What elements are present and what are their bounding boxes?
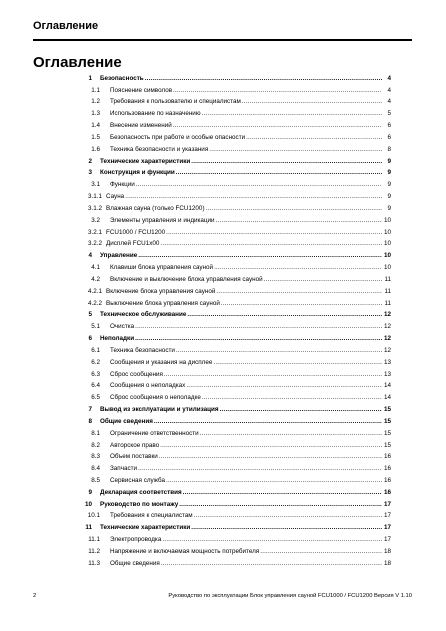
header-divider	[33, 39, 412, 41]
toc-entry-title: Требования к специалистам	[110, 512, 193, 520]
toc-dot-leader	[246, 134, 382, 141]
toc-entry-title: Авторское право	[110, 441, 160, 449]
toc-entry-title: Сброс сообщения о неполадке	[110, 394, 201, 402]
toc-entry-page: 9	[387, 169, 391, 177]
toc-entry[interactable]	[33, 141, 391, 153]
toc-entry-title: Техника безопасности	[110, 346, 175, 354]
toc-entry-page: 11	[384, 287, 391, 295]
toc-entry-number: 11	[85, 524, 92, 532]
toc-entry-title: Использование по назначению	[110, 110, 201, 118]
toc-dot-leader	[159, 453, 382, 460]
toc-dot-leader	[160, 442, 382, 449]
toc-entry-title: Включение и выключение блока управления сауной	[110, 275, 263, 283]
toc-entry-number: 1.4	[91, 122, 100, 130]
toc-entry-page: 10	[383, 228, 391, 236]
toc-dot-leader	[216, 217, 382, 224]
toc-entry-number: 1.6	[91, 145, 100, 153]
toc-entry-title: Сообщения о неполадках	[110, 382, 186, 390]
toc-entry[interactable]	[33, 247, 391, 259]
toc-entry-page: 5	[387, 110, 391, 118]
toc-entry-number: 3.2	[91, 216, 100, 224]
toc-entry-number: 8	[88, 417, 92, 425]
toc-entry-page: 10	[383, 240, 391, 248]
toc-entry-title: Декларация соответствия	[100, 488, 182, 496]
toc-dot-leader	[136, 181, 382, 188]
toc-entry[interactable]	[33, 519, 391, 531]
toc-entry-page: 16	[383, 453, 391, 461]
toc-entry-number: 3.1.1	[88, 193, 103, 201]
toc-entry[interactable]	[33, 212, 391, 224]
toc-entry[interactable]	[33, 543, 391, 555]
toc-entry-title: Запчасти	[110, 465, 138, 473]
toc-entry[interactable]	[33, 401, 391, 413]
toc-entry-title: Технические характеристики	[100, 157, 191, 165]
toc-entry-title: Электропроводка	[110, 536, 162, 544]
toc-dot-leader	[160, 240, 382, 247]
toc-dot-leader	[173, 87, 382, 94]
toc-dot-leader	[264, 276, 382, 283]
toc-entry-number: 4.1	[91, 264, 100, 272]
footer-page-number: 2	[33, 593, 37, 599]
toc-entry-number: 4.2.1	[88, 287, 103, 295]
toc-entry-number: 3.1	[91, 181, 100, 189]
toc-entry[interactable]	[33, 117, 391, 129]
toc-entry[interactable]	[33, 425, 391, 437]
toc-entry-number: 6.1	[91, 346, 100, 354]
toc-dot-leader	[145, 75, 382, 82]
toc-entry[interactable]	[33, 378, 391, 390]
toc-entry-title: Сауна	[106, 193, 125, 201]
toc-entry-title: Руководство по монтажу	[100, 500, 179, 508]
toc-entry[interactable]	[33, 508, 391, 520]
toc-dot-leader	[173, 122, 382, 129]
toc-entry[interactable]	[33, 354, 391, 366]
toc-entry[interactable]	[33, 176, 391, 188]
toc-entry-number: 4.2	[91, 275, 100, 283]
toc-dot-leader	[213, 359, 382, 366]
toc-entry-title: Напряжение и включаемая мощность потребителя	[110, 547, 260, 555]
toc-entry-page: 4	[387, 98, 391, 106]
toc-entry[interactable]	[33, 531, 391, 543]
toc-entry-title: Общие сведения	[100, 417, 153, 425]
toc-entry-number: 11.3	[88, 559, 100, 567]
toc-entry-page: 6	[387, 122, 391, 130]
toc-entry-number: 7	[88, 406, 92, 414]
toc-entry-title: Требования к пользователю и специалистам	[110, 98, 241, 106]
toc-entry-page: 18	[383, 547, 391, 555]
toc-entry-number: 8.4	[91, 465, 100, 473]
toc-entry-title: Безопасность	[100, 74, 144, 82]
toc-dot-leader	[164, 371, 382, 378]
toc-entry-title: Сообщения и указания на дисплее	[110, 358, 213, 366]
toc-entry-number: 1.3	[91, 110, 100, 118]
toc-entry-number: 9	[88, 488, 92, 496]
toc-dot-leader	[200, 430, 382, 437]
toc-dot-leader	[176, 347, 382, 354]
toc-entry-page: 17	[383, 500, 391, 508]
toc-entry[interactable]	[33, 413, 391, 425]
toc-entry-number: 1.2	[91, 98, 100, 106]
toc-dot-leader	[191, 158, 382, 165]
toc-entry-title: FCU1000 / FCU1200	[106, 228, 166, 236]
toc-entry[interactable]	[33, 271, 391, 283]
page-title: Оглавление	[33, 54, 122, 71]
toc-entry-number: 4	[88, 252, 92, 260]
toc-entry[interactable]	[33, 82, 391, 94]
toc-entry-title: Техническое обслуживание	[100, 311, 187, 319]
toc-entry-number: 2	[88, 157, 92, 165]
toc-entry-number: 8.1	[91, 429, 100, 437]
toc-entry-number: 6	[88, 335, 92, 343]
toc-entry-page: 16	[383, 488, 391, 496]
toc-dot-leader	[161, 560, 382, 567]
toc-entry-title: Неполадки	[100, 335, 135, 343]
toc-entry-title: Техника безопасности и указания	[110, 145, 209, 153]
table-of-contents	[33, 70, 391, 567]
toc-entry-title: Очистка	[110, 323, 135, 331]
toc-entry[interactable]	[33, 70, 391, 82]
toc-dot-leader	[221, 300, 382, 307]
toc-entry[interactable]	[33, 295, 391, 307]
toc-dot-leader	[135, 323, 382, 330]
toc-entry[interactable]	[33, 283, 391, 295]
toc-entry-title: Безопасность при работе и особые опасности	[110, 133, 246, 141]
toc-entry[interactable]	[33, 200, 391, 212]
toc-entry-title: Влажная сауна (только FCU1200)	[106, 204, 205, 212]
toc-entry-number: 6.4	[91, 382, 100, 390]
toc-entry-page: 11	[384, 299, 391, 307]
toc-dot-leader	[220, 406, 382, 413]
toc-entry-page: 10	[383, 252, 391, 260]
toc-entry-number: 3	[88, 169, 92, 177]
toc-entry-number: 11.2	[88, 547, 100, 555]
toc-dot-leader	[191, 524, 382, 531]
toc-entry-page: 14	[383, 394, 391, 402]
toc-entry-number: 5.1	[91, 323, 100, 331]
toc-entry-page: 9	[387, 193, 391, 201]
toc-entry-title: Технические характеристики	[100, 524, 191, 532]
toc-dot-leader	[202, 110, 382, 117]
toc-entry-number: 3.2.2	[88, 240, 103, 248]
toc-dot-leader	[179, 501, 382, 508]
toc-entry[interactable]	[33, 389, 391, 401]
toc-entry[interactable]	[33, 472, 391, 484]
toc-entry[interactable]	[33, 555, 391, 567]
toc-entry[interactable]	[33, 437, 391, 449]
toc-dot-leader	[214, 264, 382, 271]
toc-entry-page: 12	[383, 323, 391, 331]
toc-entry-number: 6.3	[91, 370, 100, 378]
toc-entry[interactable]	[33, 165, 391, 177]
toc-entry-number: 11.1	[88, 536, 100, 544]
toc-entry-page: 17	[383, 524, 391, 532]
toc-entry-number: 1	[88, 74, 92, 82]
running-header-title: Оглавление	[33, 20, 99, 32]
toc-dot-leader	[162, 536, 382, 543]
toc-entry[interactable]	[33, 330, 391, 342]
toc-entry-page: 12	[383, 346, 391, 354]
toc-entry-page: 15	[383, 417, 391, 425]
toc-entry-page: 15	[383, 406, 391, 414]
page-footer	[33, 593, 412, 599]
toc-entry-title: Функции	[110, 181, 135, 189]
toc-entry-page: 12	[383, 335, 391, 343]
toc-entry-number: 3.2.1	[88, 228, 103, 236]
toc-entry[interactable]	[33, 366, 391, 378]
toc-entry-title: Включение блока управления сауной	[106, 287, 216, 295]
toc-entry[interactable]	[33, 236, 391, 248]
toc-entry-number: 6.5	[91, 394, 100, 402]
toc-dot-leader	[183, 489, 382, 496]
toc-entry-number: 10	[84, 500, 92, 508]
toc-dot-leader	[138, 252, 382, 259]
toc-entry-title: Вывод из эксплуатации и утилизация	[100, 406, 219, 414]
toc-entry-page: 15	[383, 429, 391, 437]
toc-entry-title: Сервисная служба	[110, 476, 165, 484]
toc-entry[interactable]	[33, 449, 391, 461]
toc-entry-number: 10.1	[87, 512, 100, 520]
toc-entry[interactable]	[33, 496, 391, 508]
toc-dot-leader	[209, 146, 382, 153]
toc-entry[interactable]	[33, 188, 391, 200]
toc-dot-leader	[135, 335, 382, 342]
toc-entry-page: 13	[383, 370, 391, 378]
toc-entry-number: 8.3	[91, 453, 100, 461]
toc-entry[interactable]	[33, 342, 391, 354]
toc-entry-title: Сброс сообщения	[110, 370, 163, 378]
toc-entry-page: 16	[383, 476, 391, 484]
toc-entry-page: 18	[383, 559, 391, 567]
toc-entry[interactable]	[33, 224, 391, 236]
toc-dot-leader	[202, 394, 382, 401]
toc-entry-number: 8.2	[91, 441, 100, 449]
toc-dot-leader	[242, 98, 382, 105]
toc-entry[interactable]	[33, 94, 391, 106]
toc-entry-title: Общие сведения	[110, 559, 160, 567]
toc-entry-page: 6	[387, 133, 391, 141]
toc-entry-page: 12	[383, 311, 391, 319]
toc-entry-number: 8.5	[91, 476, 100, 484]
toc-entry-page: 9	[387, 181, 391, 189]
toc-entry[interactable]	[33, 259, 391, 271]
toc-entry-title: Клавиши блока управления сауной	[110, 264, 214, 272]
toc-dot-leader	[125, 193, 382, 200]
footer-text: Руководство по эксплуатации Блок управления сауной FCU1000 / FCU1200 Версия V 1.10	[168, 593, 412, 599]
toc-entry-page: 16	[383, 465, 391, 473]
toc-entry-page: 15	[383, 441, 391, 449]
toc-entry[interactable]	[33, 484, 391, 496]
toc-entry-page: 4	[387, 74, 391, 82]
toc-entry-page: 11	[384, 275, 391, 283]
toc-entry-title: Дисплей FCU1x00	[106, 240, 160, 248]
toc-entry-page: 10	[383, 264, 391, 272]
toc-entry[interactable]	[33, 318, 391, 330]
toc-entry-number: 3.1.2	[88, 204, 103, 212]
toc-entry[interactable]	[33, 153, 391, 165]
toc-entry-number: 1.1	[91, 86, 100, 94]
toc-entry-page: 10	[383, 216, 391, 224]
toc-dot-leader	[206, 205, 382, 212]
toc-dot-leader	[138, 465, 382, 472]
toc-entry[interactable]	[33, 129, 391, 141]
toc-entry[interactable]	[33, 307, 391, 319]
toc-dot-leader	[166, 477, 382, 484]
toc-entry-title: Элементы управления и индикации	[110, 216, 215, 224]
toc-dot-leader	[154, 418, 382, 425]
toc-dot-leader	[260, 548, 382, 555]
toc-dot-leader	[187, 311, 382, 318]
toc-dot-leader	[194, 512, 382, 519]
toc-entry-title: Объем поставки	[110, 453, 158, 461]
toc-dot-leader	[166, 229, 382, 236]
toc-entry-title: Выключение блока управления сауной	[106, 299, 220, 307]
toc-entry-number: 4.2.2	[88, 299, 103, 307]
toc-dot-leader	[186, 382, 382, 389]
toc-entry[interactable]	[33, 460, 391, 472]
toc-entry-page: 13	[383, 358, 391, 366]
toc-entry-number: 5	[88, 311, 92, 319]
toc-entry-page: 9	[387, 204, 391, 212]
toc-entry-title: Пояснение символов	[110, 86, 173, 94]
toc-entry-page: 17	[383, 536, 391, 544]
toc-entry-title: Управление	[100, 252, 138, 260]
toc-entry[interactable]	[33, 105, 391, 117]
toc-dot-leader	[216, 288, 382, 295]
toc-entry-title: Конструкция и функции	[100, 169, 175, 177]
toc-entry-number: 1.5	[91, 133, 100, 141]
toc-entry-page: 17	[383, 512, 391, 520]
toc-entry-page: 4	[387, 86, 391, 94]
toc-entry-title: Внесение изменений	[110, 122, 172, 130]
toc-entry-number: 6.2	[91, 358, 100, 366]
toc-entry-page: 8	[387, 145, 391, 153]
toc-entry-page: 9	[387, 157, 391, 165]
toc-dot-leader	[176, 169, 382, 176]
toc-entry-page: 14	[383, 382, 391, 390]
toc-entry-title: Ограничение ответственности	[110, 429, 199, 437]
